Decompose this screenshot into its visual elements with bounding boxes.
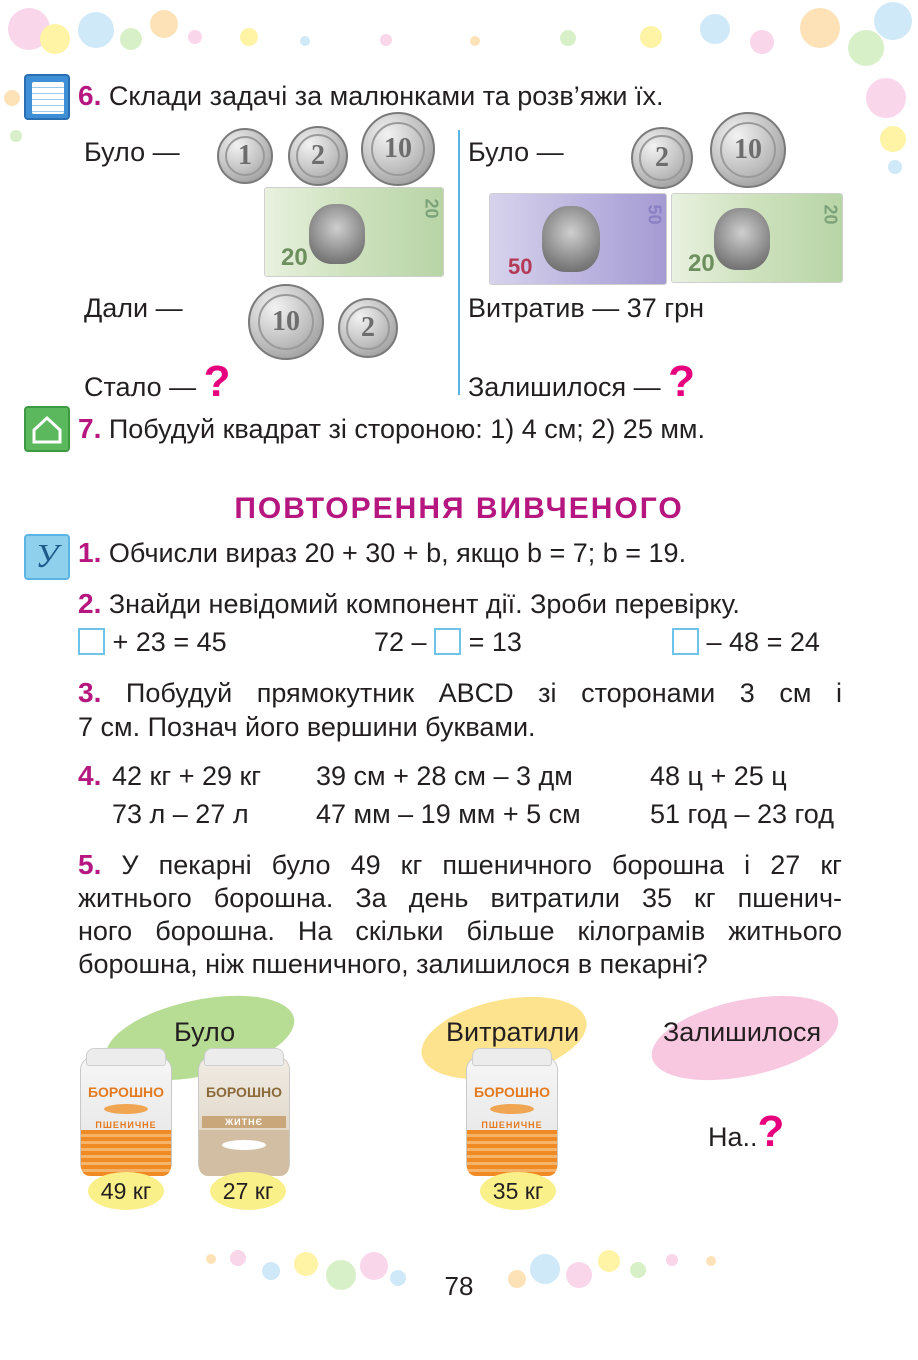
coin-2-hryvnia-icon: 2	[288, 126, 348, 186]
review-task3-line2: 7 см. Познач його вершини буквами.	[78, 712, 536, 742]
page-number: 78	[444, 1271, 474, 1301]
task7	[78, 413, 705, 445]
review4-number: 4.	[78, 760, 102, 791]
coin-2-hryvnia-icon: 2	[338, 298, 398, 358]
equation-1: + 23 = 45	[78, 626, 227, 658]
right-leftover-line	[468, 357, 696, 406]
right-was-label: Було —	[468, 137, 564, 167]
review5-line3: ного борошна. На скільки більше кілограмів житнього	[78, 916, 842, 946]
flour-bag-wheat-icon: БОРОШНО ПШЕНИЧНЕ	[466, 1048, 558, 1178]
flour-bag-wheat-icon: БОРОШНО ПШЕНИЧНЕ	[80, 1048, 172, 1178]
review2-text: Знайди невідомий компонент дії. Зроби перевірку.	[108, 589, 740, 619]
task6-number: 6.	[78, 80, 102, 111]
review5-line2: житнього борошна. За день витратили 35 кг пшенич-	[78, 883, 842, 913]
equation-3: – 48 = 24	[672, 626, 820, 658]
question-mark-icon: ?	[203, 357, 231, 406]
review-task1	[78, 537, 686, 569]
review-task3-line1: 3. Побудуй прямокутник ABCD зі сторонами 3 см і	[78, 677, 842, 708]
expr-r1c3: 48 ц + 25 ц	[650, 761, 787, 791]
home-icon	[24, 406, 70, 452]
right-spent-label: Витратив — 37 грн	[468, 293, 704, 323]
was-label: Було	[174, 1017, 236, 1047]
expr-r2c1: 73 л – 27 л	[112, 799, 249, 829]
weight-tag: 27 кг	[210, 1172, 286, 1210]
expr-r2c2: 47 мм – 19 мм + 5 см	[316, 799, 581, 829]
expr-r1c1: 42 кг + 29 кг	[112, 761, 262, 791]
task7-text: Побудуй квадрат зі стороною: 1) 4 см; 2) 25 мм.	[108, 414, 705, 444]
coin-2-hryvnia-icon: 2	[631, 127, 693, 189]
equation-2: 72 – = 13	[374, 627, 522, 657]
weight-tag: 35 кг	[480, 1172, 556, 1210]
blank-box	[672, 628, 699, 655]
coin-10-hryvnia-icon: 10	[361, 112, 435, 186]
review5-line1: 5. У пекарні було 49 кг пшеничного борошна і 27 кг	[78, 849, 842, 880]
review1-number: 1.	[78, 537, 102, 568]
oral-task-icon: У	[24, 534, 70, 580]
coin-1-hryvnia-icon: 1	[217, 128, 273, 184]
review5-number: 5.	[78, 849, 102, 880]
task6-heading	[78, 80, 664, 112]
weight-tag: 49 кг	[88, 1172, 164, 1210]
review-task2	[78, 588, 740, 620]
banknote-20-icon: 20 20	[672, 194, 842, 282]
section-title: ПОВТОРЕННЯ ВИВЧЕНОГО	[234, 492, 684, 525]
coin-10-hryvnia-icon: 10	[248, 284, 324, 360]
left-became-label: Стало —	[84, 372, 197, 402]
flour-bag-rye-icon: БОРОШНО ЖИТНЄ	[198, 1048, 290, 1178]
column-divider	[458, 130, 460, 395]
expr-r2c3: 51 год – 23 год	[650, 799, 834, 829]
right-leftover-label: Залишилося —	[468, 372, 661, 402]
review1-text: Обчисли вираз 20 + 30 + b, якщо b = 7; b = 19.	[108, 538, 687, 568]
blank-box	[434, 628, 461, 655]
left-was-label: Було —	[84, 137, 180, 167]
blank-box	[78, 628, 105, 655]
expr-r1c2: 39 см + 28 см – 3 дм	[316, 761, 573, 791]
task6-text: Склади задачі за малюнками та розв’яжи їх.	[108, 81, 664, 111]
banknote-20-icon: 20 20	[265, 188, 443, 276]
review5-line4: борошна, ніж пшеничного, залишилося в пекарні?	[78, 949, 708, 979]
notebook-icon	[24, 74, 70, 120]
review3-number: 3.	[78, 677, 102, 708]
review2-number: 2.	[78, 588, 102, 619]
left-became-line	[84, 357, 231, 406]
banknote-50-icon: 50 50	[490, 194, 666, 284]
coin-10-hryvnia-icon: 10	[710, 112, 786, 188]
question-mark-icon: ?	[757, 1107, 785, 1156]
question-mark-icon: ?	[668, 357, 696, 406]
left-label: Залишилося	[663, 1017, 822, 1047]
left-given-label: Дали —	[84, 293, 183, 323]
spent-label: Витратили	[446, 1017, 580, 1047]
answer-hint: На..?	[708, 1107, 785, 1156]
task7-number: 7.	[78, 413, 102, 444]
